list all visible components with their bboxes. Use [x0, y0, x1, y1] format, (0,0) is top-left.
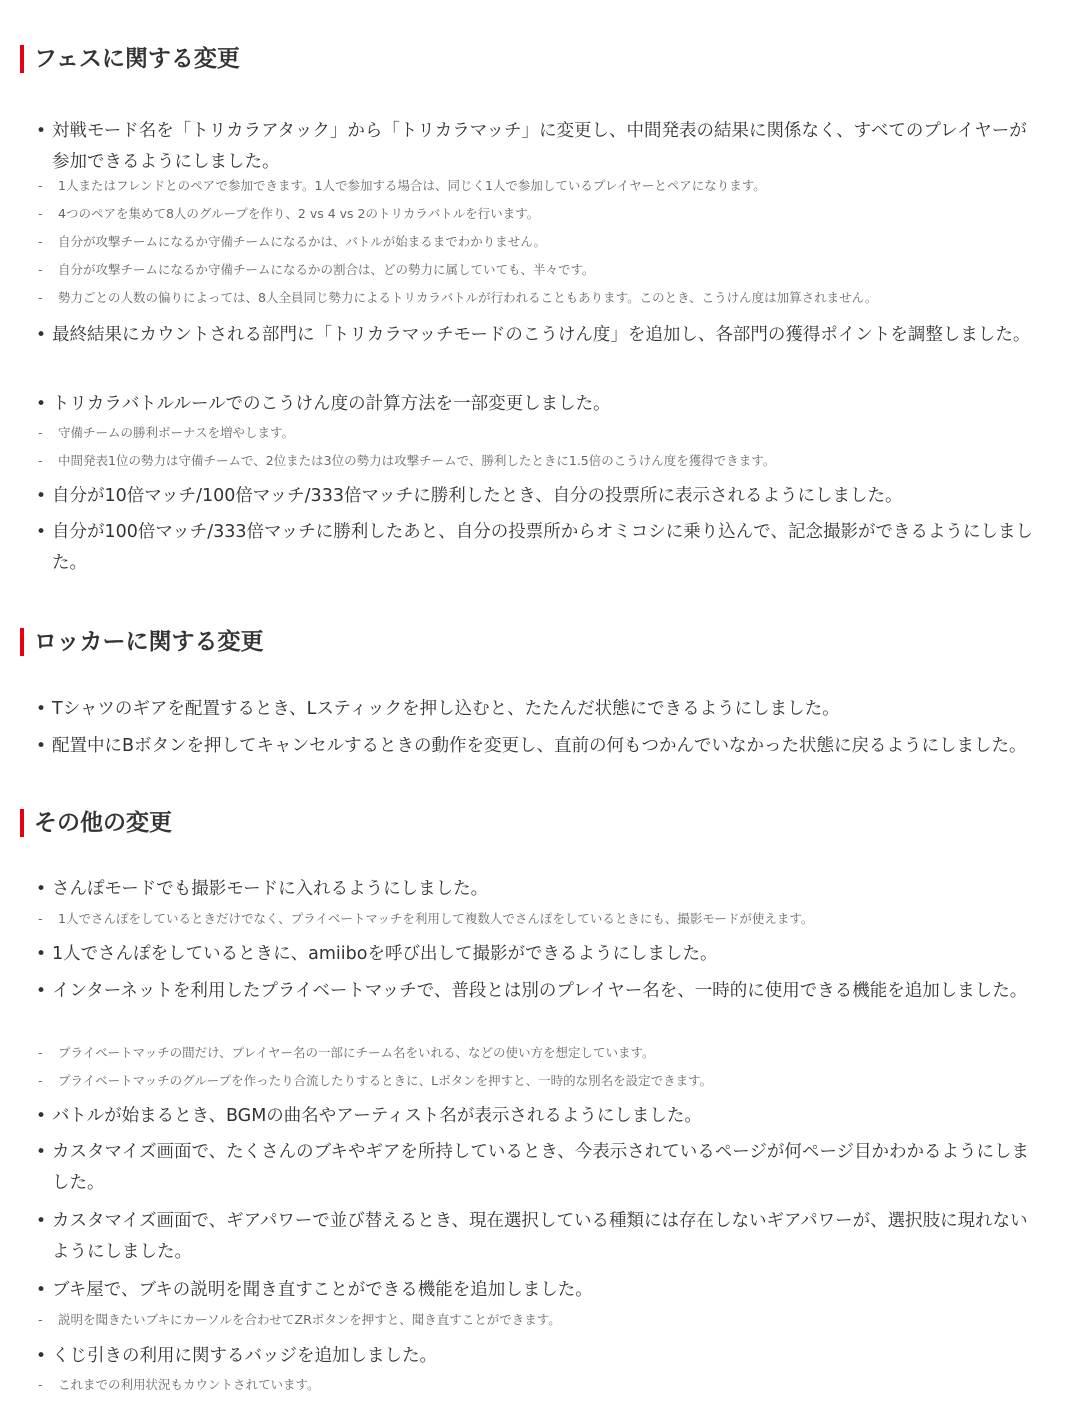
section-heading: フェスに関する変更: [20, 45, 240, 73]
bullet-text: 自分が100倍マッチ/333倍マッチに勝利したあと、自分の投票所からオミコシに乗り込んで、記念撮影ができるようにしました。: [52, 522, 1033, 573]
sub-note-text: 自分が攻撃チームになるか守備チームになるかの割合は、どの勢力に属していても、半々です。: [58, 262, 595, 277]
bullet-dot-icon: •: [36, 699, 47, 719]
bullet-dot-icon: •: [36, 522, 47, 542]
bullet-dot-icon: •: [36, 1346, 47, 1366]
sub-note-text: プライベートマッチの間だけ、プレイヤー名の一部にチーム名をいれる、などの使い方を想定しています。: [58, 1045, 655, 1060]
bullet-text: さんぽモードでも撮影モードに入れるようにしました。: [52, 879, 489, 899]
bullet-text: 自分が10倍マッチ/100倍マッチ/333倍マッチに勝利したとき、自分の投票所に表示されるようにしました。: [52, 486, 903, 506]
bullet-item: [36, 939, 1044, 970]
bullet-item: [36, 731, 1044, 762]
bullet-dot-icon: •: [36, 325, 47, 345]
dash-icon: -: [38, 1312, 43, 1327]
sub-note-text: プライベートマッチのグループを作ったり合流したりするときに、Lボタンを押すと、一時的な別名を設定できます。: [58, 1073, 713, 1088]
sub-note: [38, 1306, 1038, 1334]
bullet-dot-icon: •: [36, 879, 47, 899]
bullet-item: [36, 320, 1044, 351]
bullet-text: カスタマイズ画面で、たくさんのブキやギアを所持しているとき、今表示されているページが何ページ目かわかるようにしました。: [52, 1142, 1030, 1193]
bullet-dot-icon: •: [36, 394, 47, 414]
bullet-dot-icon: •: [36, 486, 47, 506]
bullet-text: カスタマイズ画面で、ギアパワーで並び替えるとき、現在選択している種類には存在しないギアパワーが、選択肢に現れないようにしました。: [52, 1211, 1028, 1262]
bullet-text: 対戦モード名を「トリカラアタック」から「トリカラマッチ」に変更し、中間発表の結果に関係なく、すべてのプレイヤーが参加できるようにしました。: [52, 121, 1027, 172]
dash-icon: -: [38, 178, 43, 193]
bullet-text: Tシャツのギアを配置するとき、Lスティックを押し込むと、たたんだ状態にできるようにしました。: [52, 699, 840, 719]
dash-icon: -: [38, 206, 43, 221]
dash-icon: -: [38, 911, 43, 926]
dash-icon: -: [38, 1377, 43, 1392]
sub-note-text: 4つのペアを集めて8人のグループを作り、2 vs 4 vs 2のトリカラバトルを行います。: [58, 206, 540, 221]
bullet-item: [36, 517, 1044, 579]
sub-note: [38, 419, 1038, 447]
sub-note-text: これまでの利用状況もカウントされています。: [58, 1377, 320, 1392]
sub-note-text: 説明を聞きたいブキにカーソルを合わせてZRボタンを押すと、聞き直すことができます。: [58, 1312, 561, 1327]
bullet-item: [36, 976, 1044, 1007]
bullet-text: トリカラバトルルールでのこうけん度の計算方法を一部変更しました。: [52, 394, 611, 414]
dash-icon: -: [38, 290, 43, 305]
section-heading: その他の変更: [20, 809, 172, 837]
sub-note: [38, 284, 1038, 312]
dash-icon: -: [38, 453, 43, 468]
bullet-item: [36, 481, 1044, 512]
sub-note: [38, 1371, 1038, 1399]
dash-icon: -: [38, 1045, 43, 1060]
sub-note: [38, 1067, 1038, 1095]
bullet-item: [36, 116, 1044, 178]
bullet-item: [36, 1137, 1044, 1199]
sub-note-text: 自分が攻撃チームになるか守備チームになるかは、バトルが始まるまでわかりません。: [58, 234, 547, 249]
bullet-text: くじ引きの利用に関するバッジを追加しました。: [52, 1346, 437, 1366]
bullet-text: 最終結果にカウントされる部門に「トリカラマッチモードのこうけん度」を追加し、各部門の獲得ポイントを調整しました。: [52, 325, 1031, 345]
dash-icon: -: [38, 262, 43, 277]
bullet-dot-icon: •: [36, 1211, 47, 1231]
sub-note: [38, 1039, 1038, 1067]
bullet-dot-icon: •: [36, 121, 47, 141]
bullet-item: [36, 1101, 1044, 1132]
sub-note-text: 中間発表1位の勢力は守備チームで、2位または3位の勢力は攻撃チームで、勝利したときに1.5倍のこうけん度を獲得できます。: [58, 453, 776, 468]
section-heading: ロッカーに関する変更: [20, 628, 264, 656]
bullet-dot-icon: •: [36, 1280, 47, 1300]
sub-note-text: 勢力ごとの人数の偏りによっては、8人全員同じ勢力によるトリカラバトルが行われることもあります。このとき、こうけん度は加算されません。: [58, 290, 878, 305]
bullet-item: [36, 389, 1044, 420]
dash-icon: -: [38, 1073, 43, 1088]
bullet-dot-icon: •: [36, 1142, 47, 1162]
sub-note: [38, 256, 1038, 284]
bullet-text: 1人でさんぽをしているときに、amiiboを呼び出して撮影ができるようにしました。: [52, 944, 718, 964]
sub-note: [38, 200, 1038, 228]
bullet-text: インターネットを利用したプライベートマッチで、普段とは別のプレイヤー名を、一時的に使用できる機能を追加しました。: [52, 981, 1028, 1001]
bullet-dot-icon: •: [36, 736, 47, 756]
bullet-text: バトルが始まるとき、BGMの曲名やアーティスト名が表示されるようにしました。: [52, 1106, 702, 1126]
sub-note-text: 1人でさんぽをしているときだけでなく、プライベートマッチを利用して複数人でさんぽをしているときにも、撮影モードが使えます。: [58, 911, 814, 926]
sub-note: [38, 172, 1038, 200]
bullet-dot-icon: •: [36, 981, 47, 1001]
bullet-dot-icon: •: [36, 944, 47, 964]
bullet-item: [36, 694, 1044, 725]
bullet-item: [36, 1275, 1044, 1306]
dash-icon: -: [38, 425, 43, 440]
sub-note: [38, 447, 1038, 475]
bullet-item: [36, 1341, 1044, 1372]
bullet-text: 配置中にBボタンを押してキャンセルするときの動作を変更し、直前の何もつかんでいなかった状態に戻るようにしました。: [52, 736, 1027, 756]
bullet-item: [36, 1206, 1044, 1268]
bullet-text: ブキ屋で、ブキの説明を聞き直すことができる機能を追加しました。: [52, 1280, 593, 1300]
sub-note: [38, 228, 1038, 256]
bullet-item: [36, 874, 1044, 905]
sub-note-text: 1人またはフレンドとのペアで参加できます。1人で参加する場合は、同じく1人で参加しているプレイヤーとペアになります。: [58, 178, 766, 193]
bullet-dot-icon: •: [36, 1106, 47, 1126]
sub-note: [38, 905, 1038, 933]
dash-icon: -: [38, 234, 43, 249]
sub-note-text: 守備チームの勝利ボーナスを増やします。: [58, 425, 295, 440]
